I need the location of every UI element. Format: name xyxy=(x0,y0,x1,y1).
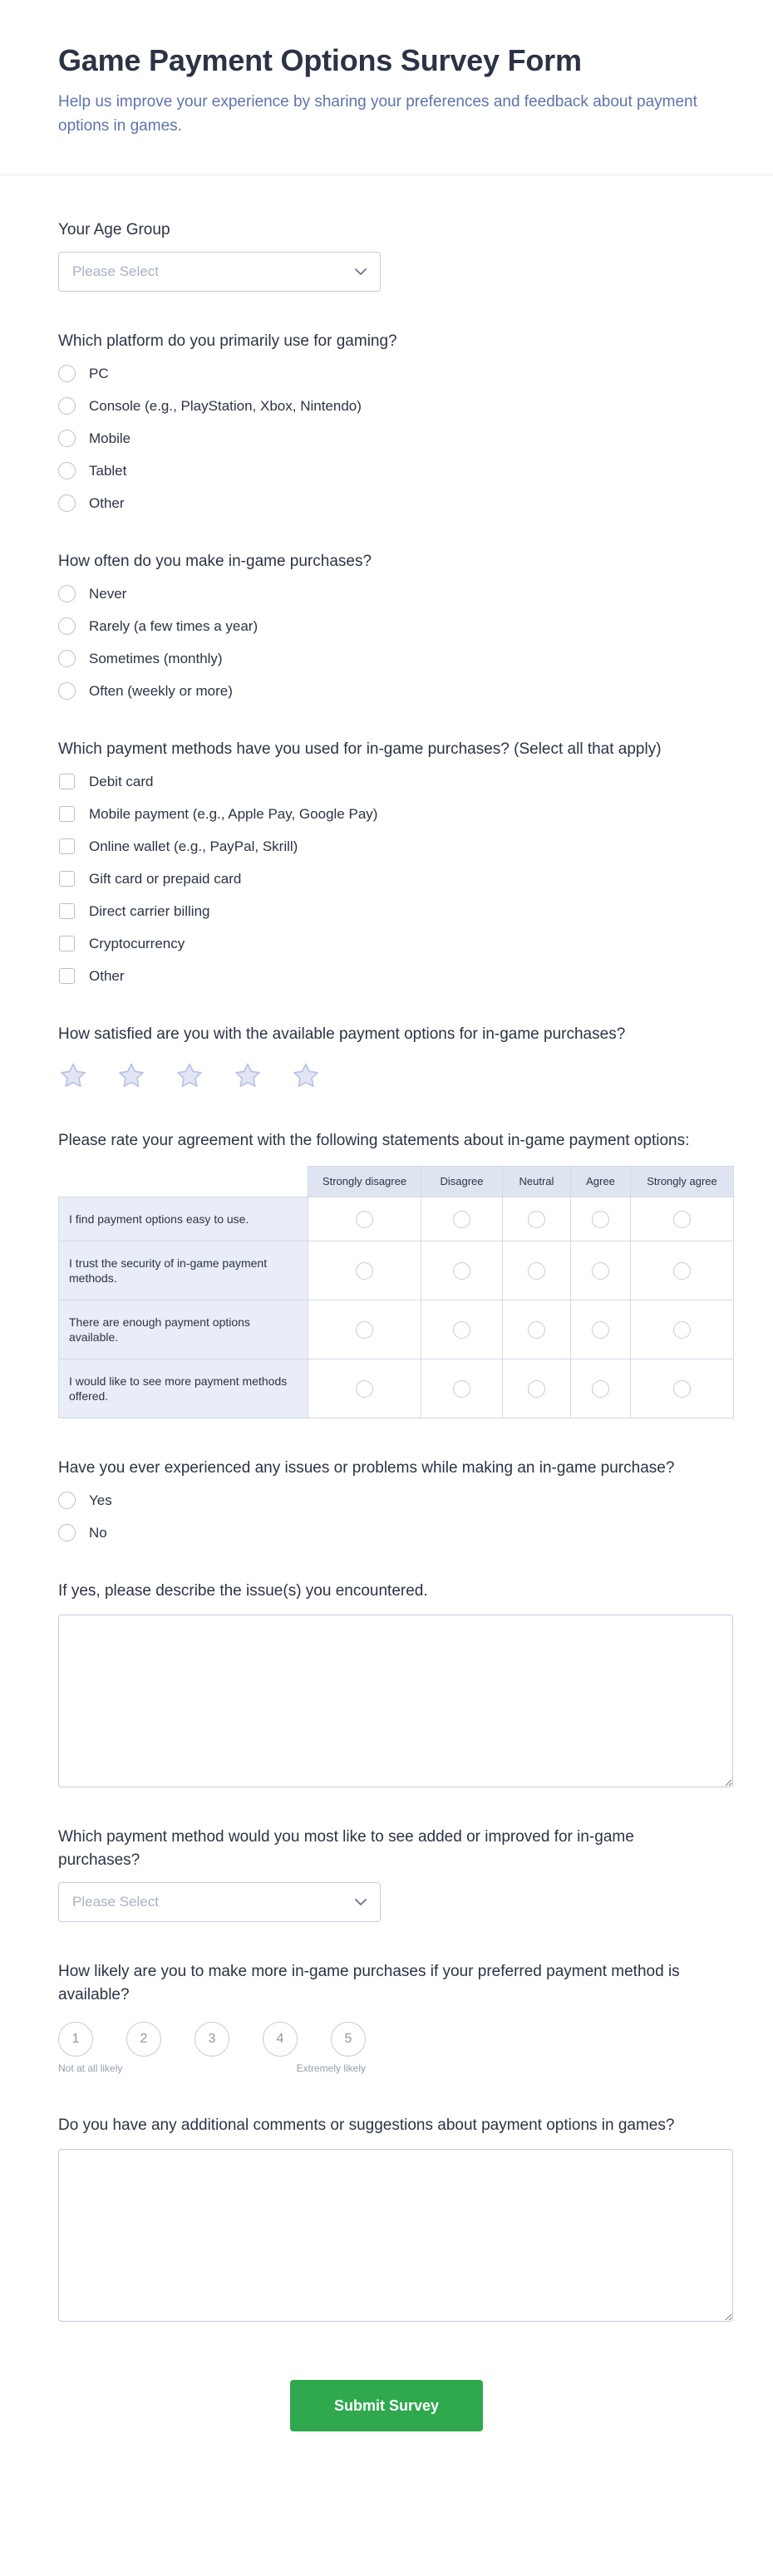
radio-option[interactable] xyxy=(58,617,715,635)
question-label: Do you have any additional comments or suggestions about payment options in games? xyxy=(58,2116,675,2134)
checkbox-group-methods xyxy=(58,773,715,985)
checkbox-option[interactable] xyxy=(58,935,715,952)
scale-option-5[interactable]: 5 xyxy=(331,2022,366,2057)
radio-option[interactable] xyxy=(58,494,715,512)
option-label: PC xyxy=(89,365,109,381)
option-label: Debit card xyxy=(89,773,154,789)
matrix-row xyxy=(59,1241,734,1300)
matrix-cell[interactable] xyxy=(308,1241,421,1300)
matrix-row-label: There are enough payment options available. xyxy=(59,1300,308,1359)
matrix-column-header: Agree xyxy=(571,1167,631,1197)
option-label: Other xyxy=(89,967,125,984)
radio-button-icon[interactable] xyxy=(58,1524,76,1541)
matrix-header-row xyxy=(59,1167,734,1197)
question-label: How satisfied are you with the available payment options for in-game purchases? xyxy=(58,1025,626,1043)
checkbox-icon[interactable] xyxy=(59,903,75,919)
checkbox-option[interactable] xyxy=(58,773,715,790)
question-label: How often do you make in-game purchases? xyxy=(58,553,372,570)
option-label: Yes xyxy=(89,1492,112,1508)
matrix-cell[interactable] xyxy=(631,1197,734,1241)
option-label: Often (weekly or more) xyxy=(89,682,233,699)
question-age-group xyxy=(58,219,715,292)
page-title: Game Payment Options Survey Form xyxy=(58,43,582,77)
star-icon[interactable] xyxy=(58,1061,88,1091)
radio-button-icon[interactable] xyxy=(453,1262,470,1280)
option-label: Never xyxy=(89,585,127,602)
radio-button-icon[interactable] xyxy=(356,1380,373,1398)
radio-button-icon[interactable] xyxy=(592,1211,609,1228)
radio-button-icon[interactable] xyxy=(453,1321,470,1339)
radio-button-icon[interactable] xyxy=(592,1262,609,1280)
scale-labels xyxy=(58,2062,366,2076)
radio-button-icon[interactable] xyxy=(356,1262,373,1280)
question-label: Have you ever experienced any issues or problems while making an in-game purchase? xyxy=(58,1459,675,1477)
option-label: Online wallet (e.g., PayPal, Skrill) xyxy=(89,838,298,854)
option-label: Tablet xyxy=(89,462,127,479)
radio-button-icon[interactable] xyxy=(673,1321,691,1339)
scale-max-label: Extremely likely xyxy=(296,2062,366,2074)
matrix-column-header: Neutral xyxy=(503,1167,571,1197)
question-label: How likely are you to make more in-game purchases if your preferred payment method is available? xyxy=(58,1963,680,2003)
radio-option[interactable] xyxy=(58,397,715,415)
matrix-row-label: I would like to see more payment methods offered. xyxy=(59,1359,308,1418)
radio-button-icon[interactable] xyxy=(356,1211,373,1228)
question-comments xyxy=(58,2114,715,2322)
improved-method-select[interactable] xyxy=(58,1882,381,1922)
matrix-column-header: Disagree xyxy=(421,1167,503,1197)
scale-option-4[interactable]: 4 xyxy=(263,2022,298,2057)
matrix-row-label: I find payment options easy to use. xyxy=(59,1197,308,1241)
star-icon[interactable] xyxy=(175,1061,204,1091)
radio-button-icon[interactable] xyxy=(58,430,76,447)
matrix-cell[interactable] xyxy=(308,1300,421,1359)
radio-button-icon[interactable] xyxy=(58,682,76,700)
matrix-cell[interactable] xyxy=(571,1241,631,1300)
radio-button-icon[interactable] xyxy=(528,1262,545,1280)
question-label: Which payment methods have you used for in-game purchases? (Select all that apply) xyxy=(58,740,662,758)
radio-button-icon[interactable] xyxy=(453,1211,470,1228)
radio-option[interactable] xyxy=(58,365,715,382)
radio-option[interactable] xyxy=(58,1492,715,1509)
matrix-cell[interactable] xyxy=(308,1359,421,1418)
scale-option-3[interactable]: 3 xyxy=(194,2022,229,2057)
radio-button-icon[interactable] xyxy=(528,1380,545,1398)
checkbox-icon[interactable] xyxy=(59,936,75,951)
option-label: Direct carrier billing xyxy=(89,902,210,919)
star-icon[interactable] xyxy=(291,1061,321,1091)
radio-group-frequency xyxy=(58,585,715,700)
star-icon[interactable] xyxy=(233,1061,263,1091)
checkbox-icon[interactable] xyxy=(59,871,75,887)
checkbox-option[interactable] xyxy=(58,902,715,920)
question-purchase-frequency xyxy=(58,550,715,700)
matrix-cell[interactable] xyxy=(503,1300,571,1359)
radio-button-icon[interactable] xyxy=(592,1380,609,1398)
select-placeholder-text: Please Select xyxy=(72,1894,159,1910)
radio-button-icon[interactable] xyxy=(453,1380,470,1398)
checkbox-icon[interactable] xyxy=(59,774,75,789)
matrix-row xyxy=(59,1359,734,1418)
radio-button-icon[interactable] xyxy=(58,650,76,667)
question-likelihood xyxy=(58,1960,715,2076)
question-label: Your Age Group xyxy=(58,221,170,238)
radio-button-icon[interactable] xyxy=(673,1211,691,1228)
radio-button-icon[interactable] xyxy=(356,1321,373,1339)
star-icon[interactable] xyxy=(116,1061,146,1091)
radio-button-icon[interactable] xyxy=(673,1380,691,1398)
radio-option[interactable] xyxy=(58,585,715,602)
radio-button-icon[interactable] xyxy=(58,617,76,635)
matrix-cell[interactable] xyxy=(308,1197,421,1241)
checkbox-icon[interactable] xyxy=(59,838,75,854)
matrix-column-header: Strongly agree xyxy=(631,1167,734,1197)
select-placeholder-text: Please Select xyxy=(72,263,159,279)
matrix-corner-cell xyxy=(59,1167,308,1197)
radio-group-issues xyxy=(58,1492,715,1541)
option-label: Other xyxy=(89,494,125,511)
matrix-cell[interactable] xyxy=(421,1300,503,1359)
matrix-cell[interactable] xyxy=(631,1241,734,1300)
checkbox-option[interactable] xyxy=(58,805,715,823)
scale-min-label: Not at all likely xyxy=(58,2062,123,2074)
issue-description-textarea[interactable] xyxy=(58,1615,733,1787)
submit-row xyxy=(58,2380,715,2443)
age-group-select[interactable] xyxy=(58,252,381,292)
matrix-cell[interactable] xyxy=(503,1359,571,1418)
question-platform xyxy=(58,330,715,512)
question-label: If yes, please describe the issue(s) you encountered. xyxy=(58,1582,428,1600)
radio-button-icon[interactable] xyxy=(58,585,76,602)
radio-button-icon[interactable] xyxy=(58,1492,76,1509)
star-rating xyxy=(58,1061,715,1091)
matrix-column-header: Strongly disagree xyxy=(308,1167,421,1197)
matrix-cell[interactable] xyxy=(503,1241,571,1300)
radio-option[interactable] xyxy=(58,650,715,667)
checkbox-icon[interactable] xyxy=(59,968,75,984)
radio-button-icon[interactable] xyxy=(58,397,76,415)
chevron-down-icon xyxy=(355,1899,367,1905)
question-label: Please rate your agreement with the following statements about in-game payment options: xyxy=(58,1132,690,1149)
radio-button-icon[interactable] xyxy=(58,494,76,512)
matrix-row xyxy=(59,1197,734,1241)
matrix-cell[interactable] xyxy=(571,1359,631,1418)
radio-button-icon[interactable] xyxy=(592,1321,609,1339)
checkbox-option[interactable] xyxy=(58,838,715,855)
question-label: Which payment method would you most like to see added or improved for in-game purchases? xyxy=(58,1828,634,1869)
matrix-row-label: I trust the security of in-game payment methods. xyxy=(59,1241,308,1300)
radio-option[interactable] xyxy=(58,682,715,700)
matrix-cell[interactable] xyxy=(503,1197,571,1241)
matrix-cell[interactable] xyxy=(631,1300,734,1359)
form-body xyxy=(0,219,773,2443)
option-label: Mobile xyxy=(89,430,131,446)
option-label: Cryptocurrency xyxy=(89,935,185,951)
matrix-cell[interactable] xyxy=(421,1241,503,1300)
radio-button-icon[interactable] xyxy=(673,1262,691,1280)
question-agreement-matrix xyxy=(58,1129,715,1418)
option-label: Rarely (a few times a year) xyxy=(89,617,258,634)
question-issues xyxy=(58,1457,715,1541)
submit-button[interactable]: Submit Survey xyxy=(290,2380,483,2431)
comments-textarea[interactable] xyxy=(58,2149,733,2322)
form-header xyxy=(0,0,773,175)
matrix-row xyxy=(59,1300,734,1359)
question-satisfaction-rating xyxy=(58,1023,715,1091)
agreement-matrix-table xyxy=(58,1166,734,1418)
radio-button-icon[interactable] xyxy=(528,1211,545,1228)
matrix-cell[interactable] xyxy=(421,1197,503,1241)
radio-button-icon[interactable] xyxy=(58,365,76,382)
radio-option[interactable] xyxy=(58,462,715,479)
chevron-down-icon xyxy=(355,268,367,275)
question-label: Which platform do you primarily use for gaming? xyxy=(58,332,397,350)
question-issue-description xyxy=(58,1580,715,1787)
radio-group-platform xyxy=(58,365,715,512)
matrix-cell[interactable] xyxy=(631,1359,734,1418)
checkbox-option[interactable] xyxy=(58,967,715,985)
question-payment-methods xyxy=(58,738,715,985)
question-improved-method xyxy=(58,1826,715,1922)
scale-option-2[interactable]: 2 xyxy=(126,2022,161,2057)
page-subtitle: Help us improve your experience by sharing your preferences and feedback about payment options in games. xyxy=(58,93,697,135)
option-label: Console (e.g., PlayStation, Xbox, Nintendo) xyxy=(89,397,362,414)
radio-option[interactable] xyxy=(58,1524,715,1541)
matrix-cell[interactable] xyxy=(571,1300,631,1359)
radio-button-icon[interactable] xyxy=(58,462,76,479)
option-label: Mobile payment (e.g., Apple Pay, Google Pay) xyxy=(89,805,378,822)
option-label: Sometimes (monthly) xyxy=(89,650,223,666)
likelihood-scale xyxy=(58,2022,715,2057)
scale-option-1[interactable]: 1 xyxy=(58,2022,93,2057)
radio-option[interactable] xyxy=(58,430,715,447)
checkbox-icon[interactable] xyxy=(59,806,75,822)
matrix-cell[interactable] xyxy=(571,1197,631,1241)
option-label: Gift card or prepaid card xyxy=(89,870,242,887)
checkbox-option[interactable] xyxy=(58,870,715,887)
option-label: No xyxy=(89,1524,107,1541)
radio-button-icon[interactable] xyxy=(528,1321,545,1339)
matrix-cell[interactable] xyxy=(421,1359,503,1418)
